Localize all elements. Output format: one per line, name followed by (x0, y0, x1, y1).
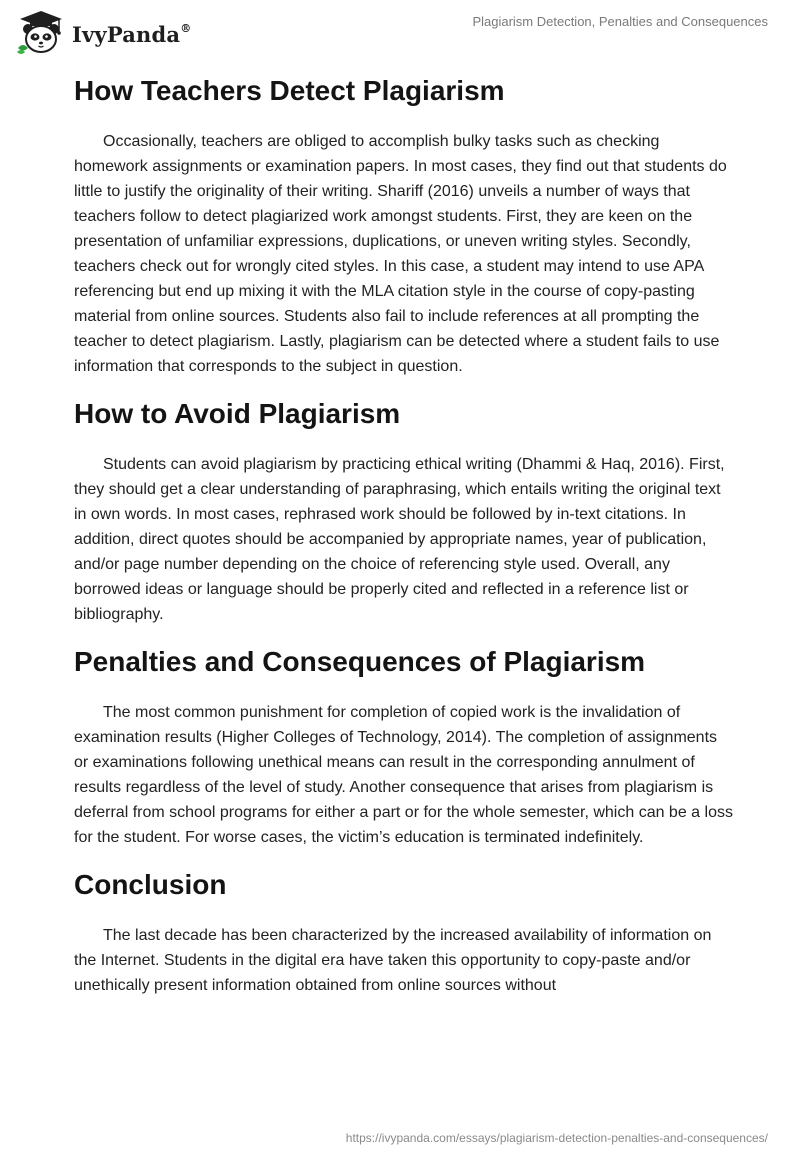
logo-text: IvyPanda® (72, 21, 192, 47)
page-header (0, 0, 800, 70)
section-heading-penalties: Penalties and Consequences of Plagiarism (74, 646, 646, 677)
section-paragraph-penalties: The most common punishment for completion of copied work is the invalidation of examination results (Higher Colleges of Technology, 2014). The completion of assignments or examinations following unethical means can result in the corresponding annulment of results regardless of the level of study. Another consequence that arises from plagiarism is deferral from school programs for either a part or for the whole semester, which can be a loss for the student. For worse cases, the victim’s education is terminated indefinitely. (74, 704, 733, 846)
footer-source-url[interactable]: https://ivypanda.com/essays/plagiarism-detection-penalties-and-consequences/ (345, 1131, 768, 1145)
registered-mark: ® (180, 21, 192, 35)
section-heading-detect: How Teachers Detect Plagiarism (74, 75, 505, 106)
section-heading-conclusion: Conclusion (74, 869, 227, 900)
essay-content (74, 74, 734, 998)
section-paragraph-conclusion: The last decade has been characterized by the increased availability of information on the Internet. Students in the digital era have taken this opportunity to copy-paste and/or unethically present information obtained from online sources without (74, 927, 712, 994)
ivypanda-logo[interactable] (14, 8, 191, 58)
section-heading-avoid: How to Avoid Plagiarism (74, 398, 401, 429)
section-paragraph-detect: Occasionally, teachers are obliged to accomplish bulky tasks such as checking homework assignments or examination papers. In most cases, they find out that students do little to justify the originality of their writing. Shariff (2016) unveils a number of ways that teachers follow to detect plagiarized work amongst students. First, they are keen on the presentation of unfamiliar expressions, duplications, or uneven writing styles. Secondly, teachers check out for wrongly cited styles. In this case, a student may intend to use APA referencing but end up mixing it with the MLA citation style in the course of copy-pasting material from online sources. Students also fail to include references at all prompting the teacher to detect plagiarism. Lastly, plagiarism can be detected where a student fails to use information that corresponds to the subject in question. (74, 133, 727, 375)
section-paragraph-avoid: Students can avoid plagiarism by practicing ethical writing (Dhammi & Haq, 2016). First, they should get a clear understanding of paraphrasing, which entails writing the original text in own words. In most cases, rephrased work should be followed by in-text citations. In addition, direct quotes should be accompanied by appropriate names, year of publication, and/or page number depending on the choice of referencing style used. Overall, any borrowed ideas or language should be properly cited and reflected in a reference list or bibliography. (74, 456, 725, 623)
panda-logo-icon (14, 8, 68, 58)
document-title: Plagiarism Detection, Penalties and Consequences (472, 14, 768, 29)
